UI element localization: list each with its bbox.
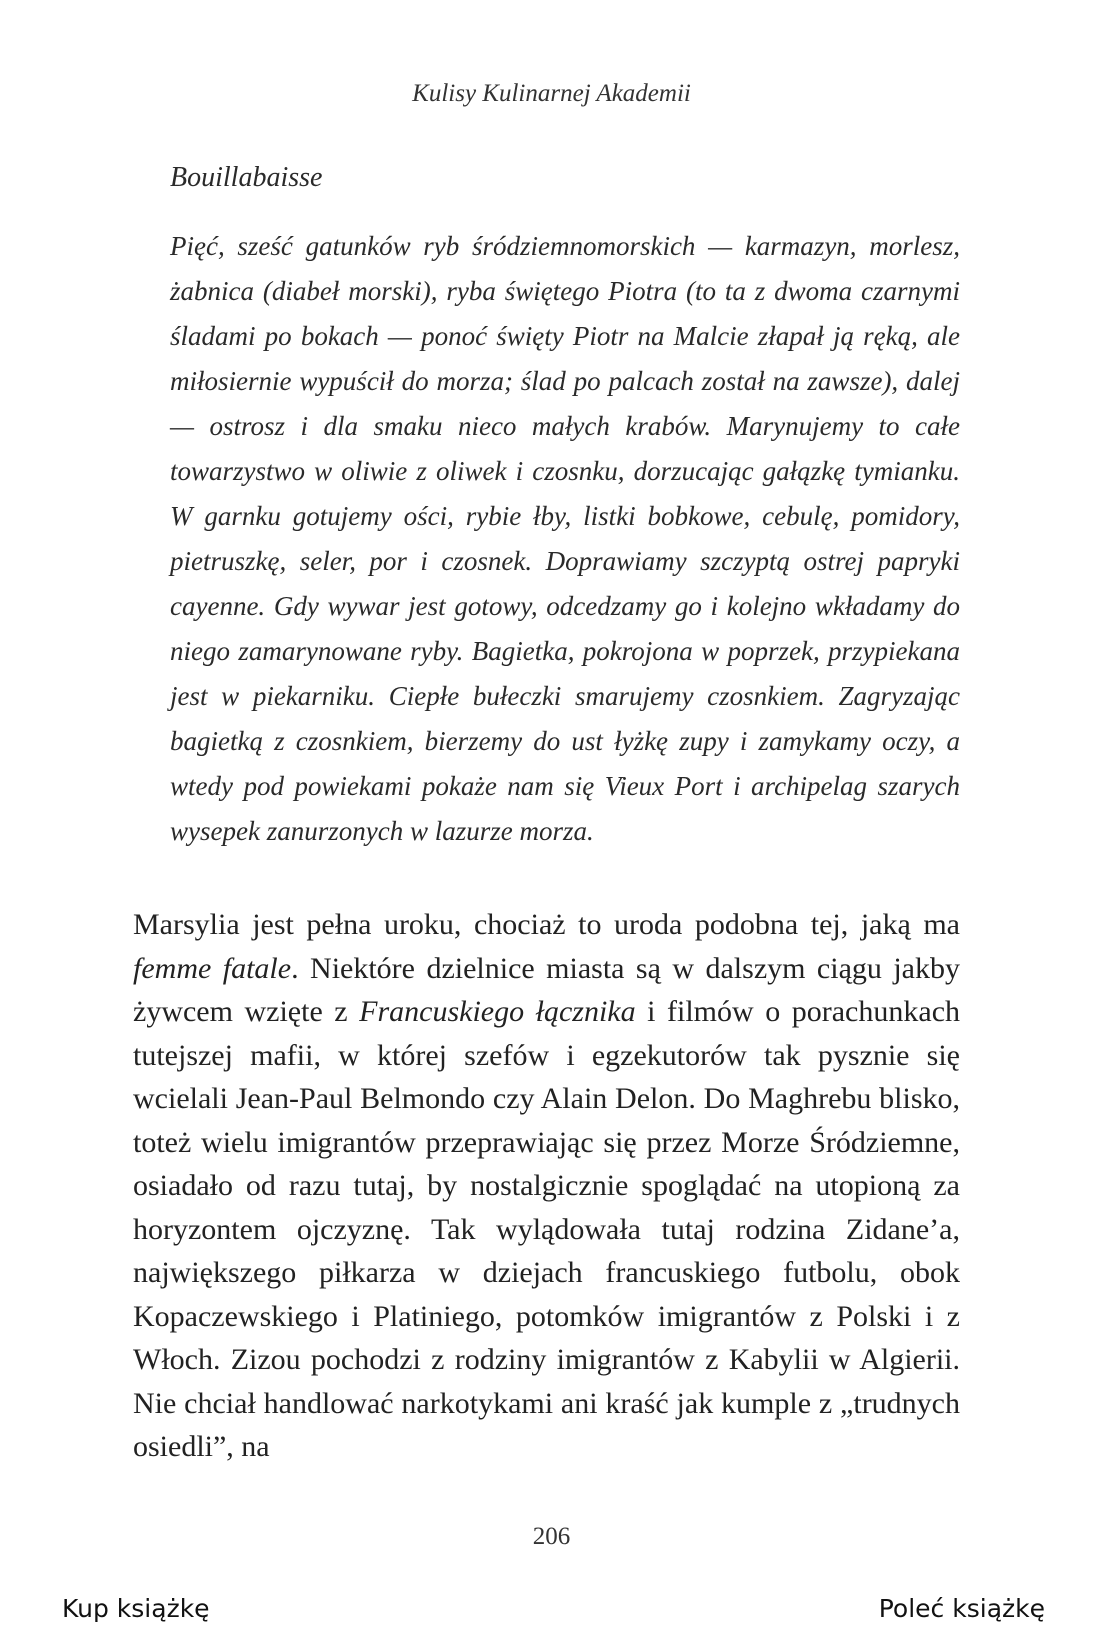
recipe-title: Bouillabaisse bbox=[170, 162, 323, 193]
main-text-part-2: . Niektóre dzielnice miasta są w dalszym ciągu jakby żywcem wzięte z bbox=[133, 951, 960, 1028]
emphasis-film-title: Francuskiego łącznika bbox=[359, 995, 636, 1028]
main-text-part-3: i filmów o porachunkach tutejszej mafii, w której szefów i egzekutorów tak pysznie się wcielali Jean-Paul Belmondo czy Alain Delon. Do Maghrebu blisko, toteż wielu imigrantów przeprawiając się przez Morze Śródziemne, osiadało od razu tutaj, by nostalgicznie spoglądać na utopioną za horyzontem ojczyznę. Tak wylądowała tutaj rodzina Zidane’a, największego piłkarza w dziejach francuskiego futbolu, obok Kopaczewskiego i Platiniego, potomków imigrantów z Polski i z Włoch. Zizou pochodzi z rodziny imigrantów z Kabylii w Algierii. Nie chciał handlować narkotykami ani kraść jak kumple z „trudnych osiedli”, na bbox=[133, 995, 961, 1463]
main-text-part-1: Marsylia jest pełna uroku, chociaż to uroda podobna tej, jaką ma bbox=[133, 908, 960, 941]
recommend-book-link[interactable]: Poleć książkę bbox=[878, 1594, 1045, 1623]
main-paragraph bbox=[133, 903, 960, 1469]
buy-book-link[interactable]: Kup książkę bbox=[62, 1594, 210, 1623]
running-title: Kulisy Kulinarnej Akademii bbox=[412, 80, 691, 107]
page-number: 206 bbox=[532, 1523, 571, 1550]
emphasis-femme-fatale: femme fatale bbox=[133, 951, 292, 985]
recipe-body: Pięć, sześć gatunków ryb śródziemnomorskich — karmazyn, morlesz, żabnica (diabeł morski), ryba świętego Piotra (to ta z dwoma czarnymi śladami po bokach — ponoć święty Piotr na Malcie złapał ją ręką, ale miłosiernie wypuścił do morza; ślad po palcach został na zawsze), dalej — ostrosz i dla smaku nieco małych krabów. Marynujemy to całe towarzystwo w oliwie z oliwek i czosnku, dorzucając gałązkę tymianku. W garnku gotujemy ości, rybie łby, listki bobkowe, cebulę, pomidory, pietruszkę, seler, por i czosnek. Doprawiamy szczyptą ostrej papryki cayenne. Gdy wywar jest gotowy, odcedzamy go i kolejno wkładamy do niego zamarynowane ryby. Bagietka, pokrojona w poprzek, przypiekana jest w piekarniku. Ciepłe bułeczki smarujemy czosnkiem. Zagryzając bagietką z czosnkiem, bierzemy do ust łyżkę zupy i zamykamy oczy, a wtedy pod powiekami pokaże nam się Vieux Port i archipelag szarych wysepek zanurzonych w lazurze morza. bbox=[170, 231, 960, 846]
